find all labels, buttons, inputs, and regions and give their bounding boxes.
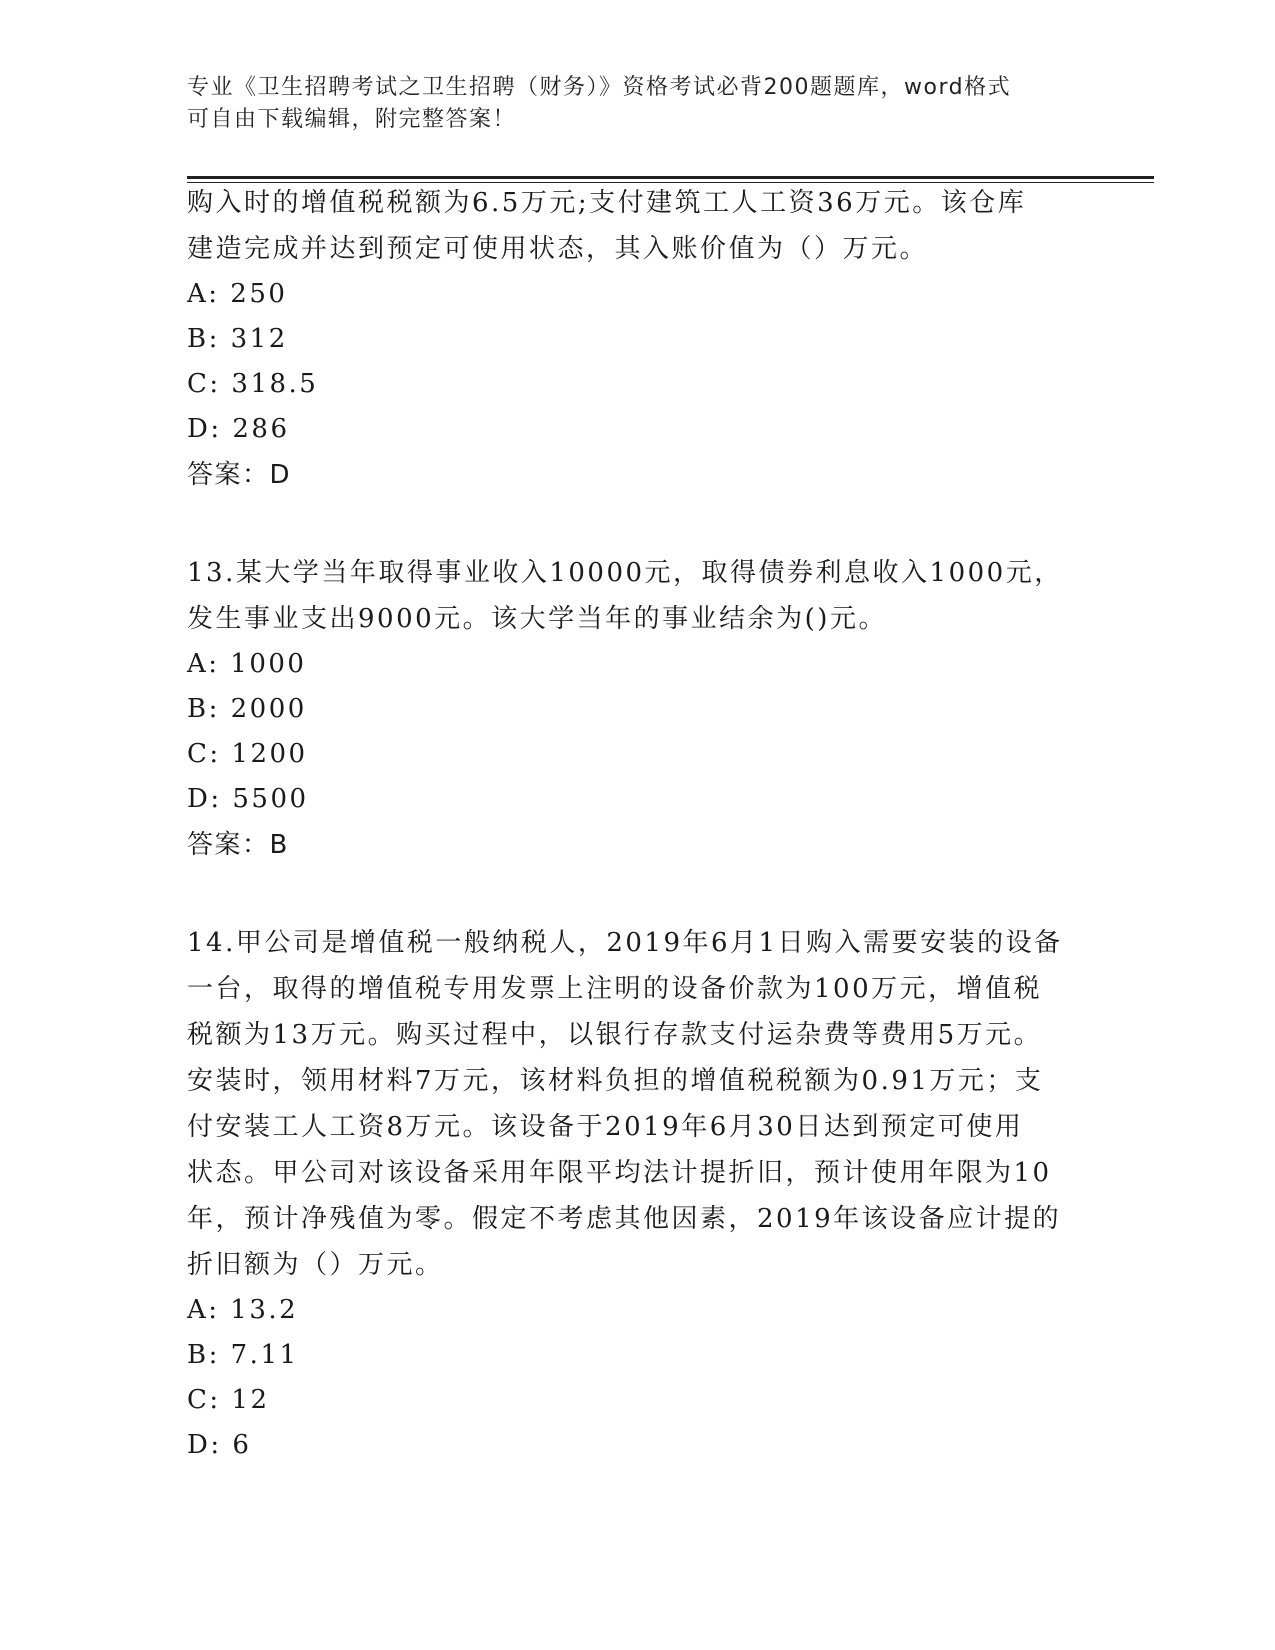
question-text-line: 税额为13万元。购买过程中，以银行存款支付运杂费等费用5万元。 bbox=[187, 1020, 1043, 1050]
question-text-line: 年，预计净残值为零。假定不考虑其他因素，2019年该设备应计提的 bbox=[187, 1204, 1062, 1234]
question-spacer bbox=[187, 868, 1087, 920]
question-14 bbox=[187, 920, 1087, 1468]
question-text-line: 建造完成并达到预定可使用状态，其入账价值为（）万元。 bbox=[187, 234, 929, 264]
question-text-line: 付安装工人工资8万元。该设备于2019年6月30日达到预定可使用 bbox=[187, 1112, 1024, 1142]
question-text-line: 安装时，领用材料7万元，该材料负担的增值税税额为0.91万元；支 bbox=[187, 1066, 1044, 1096]
question-list bbox=[187, 180, 1087, 1468]
answer-label: 答案：D bbox=[187, 460, 292, 490]
option-b: B: 7.11 bbox=[187, 1340, 299, 1370]
option-c: C: 1200 bbox=[187, 739, 308, 769]
option-d: D: 6 bbox=[187, 1430, 252, 1460]
question-13 bbox=[187, 550, 1087, 868]
option-b: B: 2000 bbox=[187, 694, 307, 724]
option-a: A: 1000 bbox=[187, 649, 307, 679]
option-c: C: 12 bbox=[187, 1385, 270, 1415]
question-text-line: 13.某大学当年取得事业收入10000元，取得债券利息收入1000元， bbox=[187, 558, 1063, 588]
answer-label: 答案：B bbox=[187, 830, 289, 860]
header-title-line-2: 可自由下载编辑，附完整答案！ bbox=[187, 107, 517, 132]
option-d: D: 5500 bbox=[187, 784, 309, 814]
option-c: C: 318.5 bbox=[187, 369, 319, 399]
header-divider-thick bbox=[187, 176, 1154, 179]
option-b: B: 312 bbox=[187, 324, 288, 354]
question-text-line: 状态。甲公司对该设备采用年限平均法计提折旧，预计使用年限为10 bbox=[187, 1158, 1052, 1188]
question-text-line: 14.甲公司是增值税一般纳税人，2019年6月1日购入需要安装的设备 bbox=[187, 928, 1063, 958]
document-header bbox=[187, 72, 1067, 136]
question-spacer bbox=[187, 498, 1087, 550]
question-text-line: 发生事业支出9000元。该大学当年的事业结余为()元。 bbox=[187, 604, 887, 634]
header-title-line-1: 专业《卫生招聘考试之卫生招聘（财务）》资格考试必背200题题库，word格式 bbox=[187, 75, 1012, 100]
option-a: A: 13.2 bbox=[187, 1295, 299, 1325]
question-text-line: 折旧额为（）万元。 bbox=[187, 1250, 444, 1280]
question-12 bbox=[187, 180, 1087, 498]
option-a: A: 250 bbox=[187, 279, 288, 309]
question-text-line: 购入时的增值税税额为6.5万元;支付建筑工人工资36万元。该仓库 bbox=[187, 188, 1027, 218]
option-d: D: 286 bbox=[187, 414, 290, 444]
question-text-line: 一台，取得的增值税专用发票上注明的设备价款为100万元，增值税 bbox=[187, 974, 1043, 1004]
